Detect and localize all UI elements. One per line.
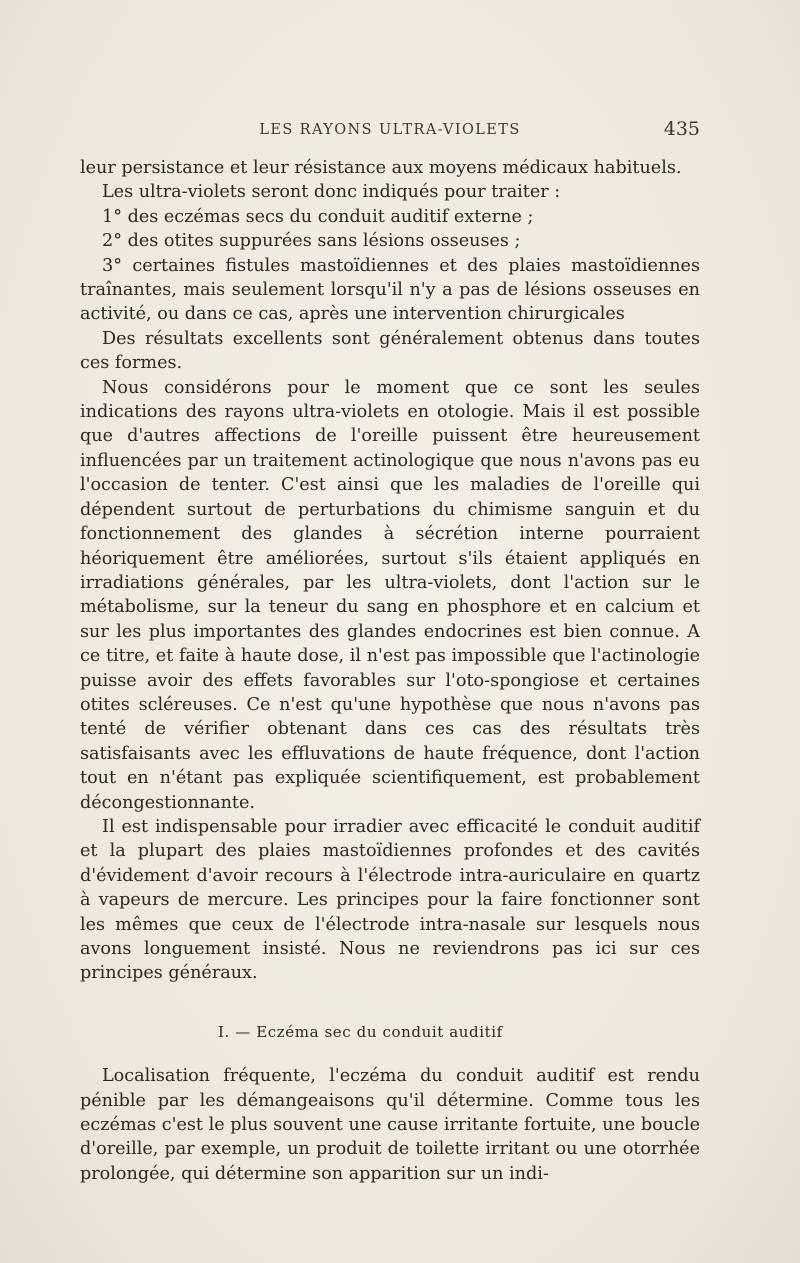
list-item-3: 3° certaines fistules mastoïdiennes et des plaies mastoïdiennes traînantes, mais seulement lorsqu'il n'y a pas de lésions osseuses en activité, ou dans ce cas, après une intervention chirurgicales: [80, 255, 700, 325]
page-header: [80, 118, 700, 148]
paragraph-indications: Nous considérons pour le moment que ce sont les seules indications des rayons ultra-violets en otologie. Mais il est possible que d'autres affections de l'oreille puissent être heureusement influencées par un traitement actinologique que nous n'avons pas eu l'occasion de tenter. C'est ainsi que les maladies de l'oreille qui dépendent surtout de perturbations du chimisme sanguin et du fonctionnement des glandes à sécrétion interne pourraient héoriquement être améliorées, surtout s'ils étaient appliqués en irradiations générales, par les ultra-violets, dont l'action sur le métabolisme, sur la teneur du sang en phosphore et en calcium et sur les plus importantes des glandes endocrines est bien connue. A ce titre, et faite à haute dose, il n'est pas impossible que l'actinologie puisse avoir des effets favorables sur l'oto-spongiose et certaines otites scléreuses. Ce n'est qu'une hypothèse que nous n'avons pas tenté de vérifier obtenant dans ces cas des résultats très satisfaisants avec les effluvations de haute fréquence, dont l'action tout en n'étant pas expliquée scientifiquement, est probablement décongestionnante.: [80, 377, 700, 813]
paragraph-continuation: leur persistance et leur résistance aux moyens médicaux habituels.: [80, 158, 682, 178]
running-title: LES RAYONS ULTRA-VIOLETS: [259, 122, 521, 138]
paragraph-eczema: Localisation fréquente, l'eczéma du conduit auditif est rendu pénible par les démangeaisons qu'il détermine. Comme tous les eczémas c'est le plus souvent une cause irritante fortuite, une boucle d'oreille, par exemple, un produit de toilette irritant ou une otorrhée prolongée, qui détermine son apparition sur un indi-: [80, 1066, 700, 1184]
paragraph-results: Des résultats excellents sont généralement obtenus dans toutes ces formes.: [80, 328, 700, 374]
list-item-2: 2° des otites suppurées sans lésions osseuses ;: [102, 231, 521, 252]
body-text: [80, 156, 700, 1186]
page-number: 435: [663, 118, 700, 140]
paragraph-indications-intro: Les ultra-violets seront donc indiqués pour traiter :: [102, 182, 561, 203]
section-heading: I. — Eczéma sec du conduit auditif: [218, 1022, 503, 1041]
paragraph-electrode: Il est indispensable pour irradier avec efficacité le conduit auditif et la plupart des plaies mastoïdiennes profondes et des cavités d'évidement d'avoir recours à l'électrode intra-auriculaire en quartz à vapeurs de mercure. Les principes pour la faire fonctionner sont les mêmes que ceux de l'électrode intra-nasale sur lesquels nous avons longuement insisté. Nous ne reviendrons pas ici sur ces principes généraux.: [80, 816, 700, 984]
list-item-1: 1° des eczémas secs du conduit auditif externe ;: [102, 206, 534, 227]
